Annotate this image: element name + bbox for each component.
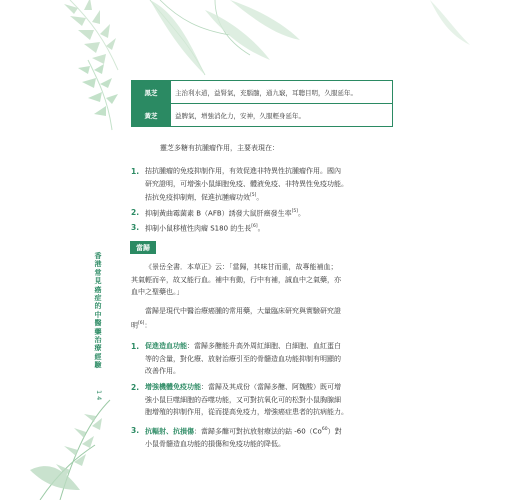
list-number: 3. (131, 426, 140, 435)
list-line (145, 340, 341, 353)
body-paragraph (131, 305, 401, 331)
item-title: 增強機體免疫功能 (145, 383, 201, 391)
line-end: ： (144, 320, 152, 329)
list-item (145, 221, 265, 235)
line-end: ）對 (327, 427, 342, 436)
list-line: 小鼠骨髓造血功能的損傷和免疫功能的降低。 (145, 439, 285, 448)
list-item (145, 165, 348, 204)
herb-desc: 主治利水道，益腎氣，充腦髓，通九竅，耳聰目明，久服延年。 (171, 81, 393, 104)
list-line-text: 拮抗免疫抑制劑，促進抗腫瘤功效 (145, 193, 250, 202)
list-line-text: 抑制小鼠移植性肉瘤 S180 的生長 (145, 224, 252, 233)
quote-line: 《景岳全書．本草正》云：「當歸，其味甘而重，故專能補血； (145, 263, 338, 271)
list-line-text: ：當歸多醣能升高外周紅細胞、白細胞、血紅蛋白 (187, 342, 341, 350)
list-line (145, 381, 348, 394)
section-label: 當歸 (130, 241, 156, 254)
line-end: 。 (298, 209, 306, 218)
list-number: 2. (131, 208, 140, 217)
table-row (132, 81, 393, 104)
list-item (145, 340, 341, 378)
para-line (131, 318, 401, 332)
list-line (145, 424, 342, 438)
item-title: 促進造血功能 (145, 342, 187, 350)
list-number: 1. (131, 167, 140, 176)
list-item (145, 206, 305, 220)
line-end: 。 (257, 224, 265, 233)
list-item (145, 424, 342, 450)
list-number: 2. (131, 383, 140, 392)
item-title: 抗輻射、抗損傷 (145, 427, 194, 436)
list-line-text: ：當歸多醣可對抗放射療法的鈷 -60（Co (194, 427, 322, 436)
reference: [5] (250, 193, 257, 198)
list-line: 強小鼠巨噬細胞的吞噬功能，又可對抗氧化可的松對小鼠胸腺細 (145, 395, 341, 404)
running-title: 香港常見癌症的中醫藥治療經驗 (94, 252, 102, 370)
list-line: 拮抗腫瘤的免疫抑制作用，有效促進非特異性抗腫瘤作用。國內 (145, 167, 341, 175)
list-number: 3. (131, 223, 140, 232)
list-line-text: 抑制黃曲霉菌素 B（AFB）誘發大鼠肝癌發生率 (145, 209, 292, 218)
quote-paragraph (131, 261, 401, 299)
quote-line: 其氣輕而辛，故又能行血。補中有動，行中有補，誠血中之氣藥，亦 (131, 275, 341, 284)
line-end: 。 (256, 193, 264, 202)
list-line: 研究證明，可增強小鼠細胞免疫、體液免疫、非特異性免疫功能。 (145, 179, 348, 188)
reference: [6] (138, 320, 145, 326)
list-line: 等的含量，對化療、放射治療引至的骨髓造血功能抑制有明顯的 (145, 354, 341, 363)
para-line: 當歸是現代中醫治療癌腫的常用藥，大量臨床研究與實驗研究證 (145, 307, 341, 315)
herb-name: 黃芝 (132, 104, 171, 127)
list-item (145, 381, 348, 419)
intro-text: 靈芝多糖有抗腫瘤作用，主要表現在： (160, 144, 279, 152)
reference: [5] (291, 209, 299, 214)
list-line-text: ：當歸及其成份（當歸多醣、阿魏酸）既可增 (201, 383, 341, 391)
reference: [6] (251, 224, 258, 229)
list-number: 1. (131, 342, 140, 351)
table-row (132, 104, 393, 127)
list-line: 改善作用。 (145, 367, 180, 375)
list-line (145, 190, 348, 204)
herb-table (131, 80, 393, 127)
superscript: 60 (321, 427, 328, 432)
quote-line: 血中之聖藥也。」 (131, 288, 184, 296)
list-line: 胞增殖的抑制作用，從而提高免疫力，增強癌症患者的抗病能力。 (145, 408, 348, 416)
herb-desc: 益脾氣，增強消化力，安神，久服輕身延年。 (171, 104, 393, 127)
herb-name: 黑芝 (132, 81, 171, 104)
page-number: 14 (95, 390, 103, 403)
para-line-text: 明 (131, 320, 138, 329)
